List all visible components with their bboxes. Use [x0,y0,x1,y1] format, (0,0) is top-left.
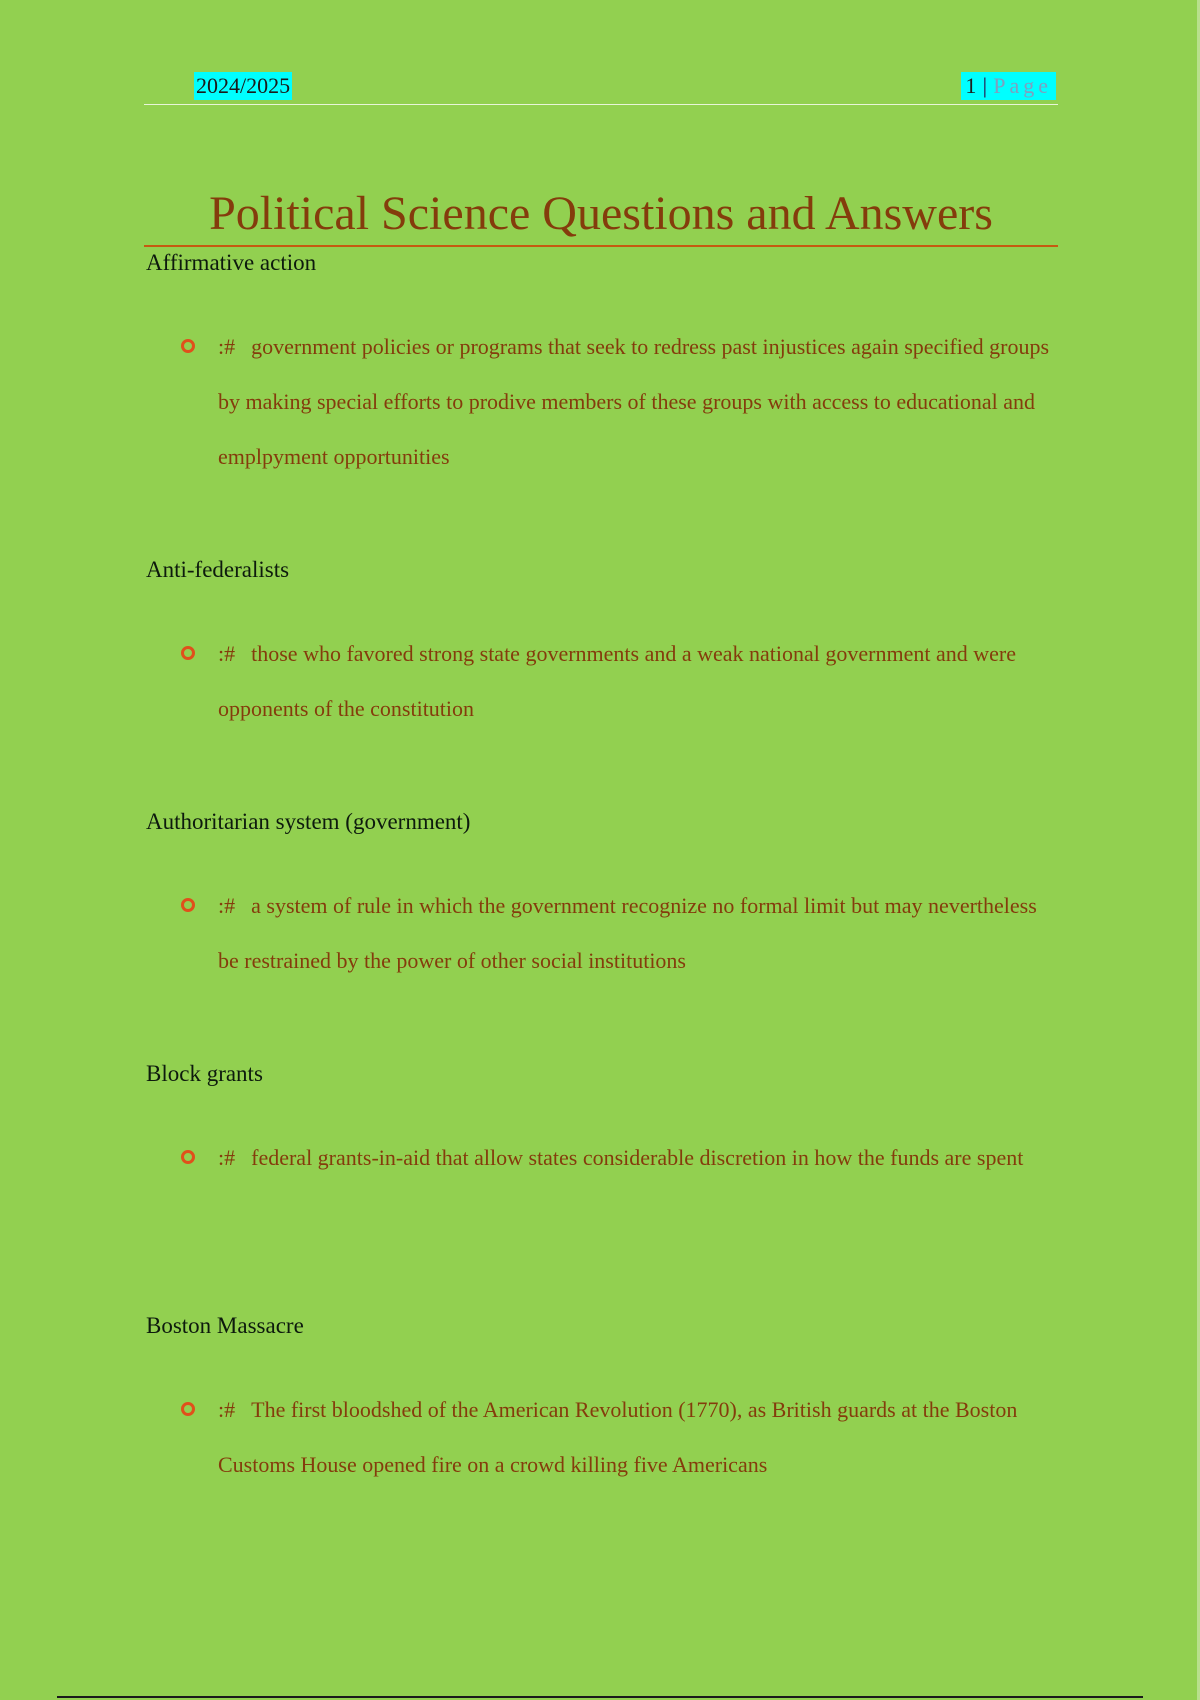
page-header [144,68,1058,105]
answer-item [146,319,1058,484]
qa-entry [146,1312,1058,1492]
qa-entry [146,1060,1058,1185]
qa-entry [146,556,1058,736]
answer-marker: :# [218,334,236,359]
qa-entry [146,249,1058,484]
page-separator: | [982,73,988,98]
answer-text: government policies or programs that seek to redress past injustices again specified groups by making special efforts to prodive members of these groups with access to educational and emplpyment opportunities [218,334,1050,469]
term-heading: Boston Massacre [146,1313,304,1338]
answer-text: The first bloodshed of the American Revolution (1770), as British guards at the Boston Customs House opened fire on a crowd killing five Americans [218,1397,1018,1477]
answer-text: those who favored strong state governments and a weak national government and were opponents of the constitution [218,641,1016,721]
term-heading: Affirmative action [146,250,317,275]
header-year: 2024/2025 [196,73,291,98]
circle-bullet-icon [181,339,195,353]
answer-item [146,1130,1058,1185]
answer-item [146,1382,1058,1492]
qa-entry [146,808,1058,988]
answer-text: federal grants-in-aid that allow states considerable discretion in how the funds are spent [251,1145,1024,1170]
answer-marker: :# [218,1397,236,1422]
header-page-number [961,72,1056,100]
answer-item [146,878,1058,988]
circle-bullet-icon [181,898,195,912]
term-heading: Anti-federalists [146,557,290,582]
answer-marker: :# [218,893,236,918]
answer-item [146,626,1058,736]
circle-bullet-icon [181,646,195,660]
answer-text: a system of rule in which the government recognize no formal limit but may nevertheless be restrained by the power of other social institutions [218,893,1037,973]
term-heading: Authoritarian system (government) [146,809,471,834]
page-word: Page [993,73,1052,98]
answer-marker: :# [218,641,236,666]
term-heading: Block grants [146,1061,263,1086]
circle-bullet-icon [181,1150,195,1164]
page-number: 1 [965,73,977,98]
document-title: Political Science Questions and Answers [144,183,1058,247]
answer-marker: :# [218,1145,236,1170]
footer-rule [57,1696,1143,1698]
circle-bullet-icon [181,1402,195,1416]
